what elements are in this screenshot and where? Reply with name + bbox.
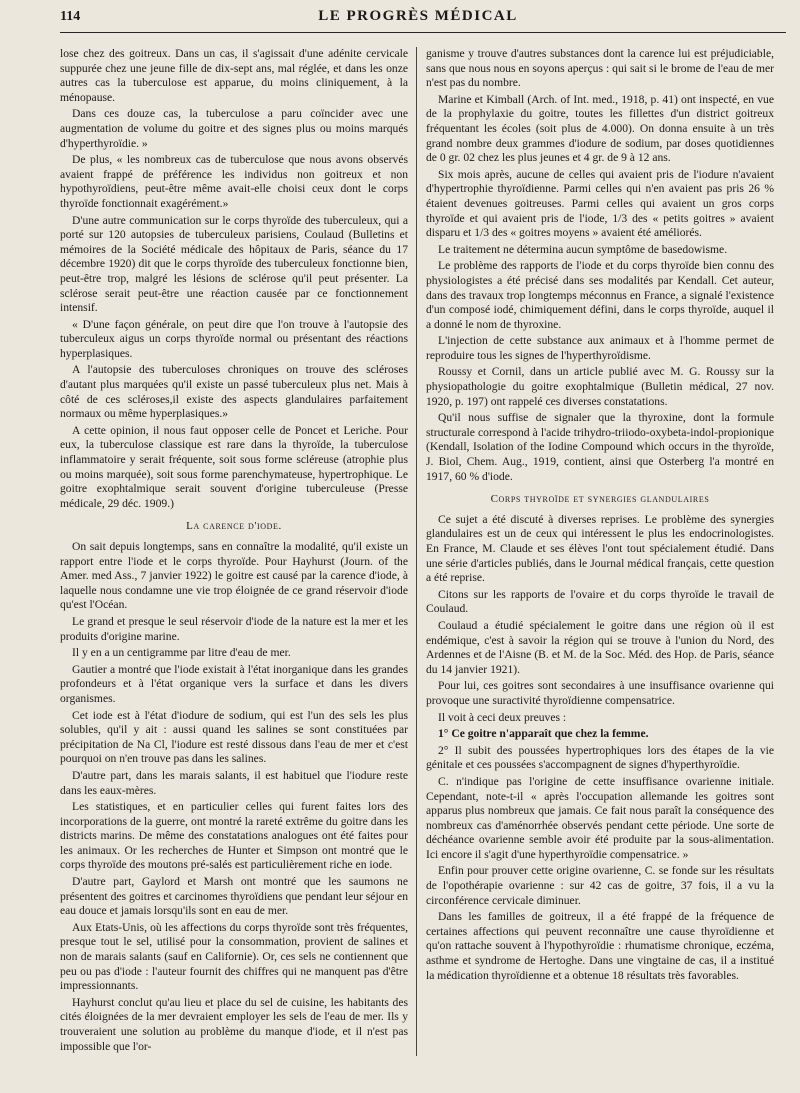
paragraph: Le traitement ne détermina aucun symptôme de basedowisme. bbox=[438, 242, 728, 256]
list-item: 2° Il subit des poussées hypertrophiques lors des étapes de la vie génitale et ces poussées s'accompagnent de signes d'hyperthyroïdie. bbox=[426, 743, 774, 772]
paragraph: A cette opinion, il nous faut opposer celle de Poncet et Leriche. Pour eux, la tuberculose classique est rare dans la thyroïde, la tuberculose inflammatoire y serait fréquente, soit sous forme scléreuse (atrophie plus ou moins marquée), soit sous forme parenchymateuse, hypertrophique. Le goitre exophtalmique serait souvent d'origine tuberculeuse (Presse médicale, 29 déc. 1909.) bbox=[60, 423, 408, 510]
paragraph: Aux Etats-Unis, où les affections du corps thyroïde sont très fréquentes, presque tout le sel, utilisé pour la consommation, provient de salines et non de marais salants (sauf en Californie). Or, ces sels ne contiennent que peu ou pas d'iode : l'auteur fournit des chiffres qui ne manquent pas d'être impressionnants. bbox=[60, 920, 408, 993]
paragraph: Ce sujet a été discuté à diverses reprises. Le problème des synergies glandulaires est un de ceux qui intéressent le plus les endocrinologistes. En France, M. Claude et ses élèves l'ont tout spécialement étudié. Dans une série d'articles publiés, dans le Journal médical français, cette question a été reprise. bbox=[426, 512, 774, 585]
paragraph: Il voit à ceci deux preuves : bbox=[438, 710, 567, 724]
paragraph: De plus, « les nombreux cas de tuberculose que nous avons observés avaient frappé de préférence les individus non goitreux et non hypothyroïdiens, peut-être même avait-elle choisi ceux dont le corps thyroïde fonctionnait exagérément.» bbox=[60, 153, 408, 210]
quote-paragraph: « D'une façon générale, on peut dire que l'on trouve à l'autopsie des tuberculeux aigus un corps thyroïde normal ou présentant des réactions hyperplasiques. bbox=[60, 317, 408, 360]
paragraph: Cet iode est à l'état d'iodure de sodium, qui est l'un des sels les plus solubles, qu'il y ait : aussi quand les salines se sont constituées par précipitation de Na Cl, l'iodure est resté dissous dans l'eau de mer et c'est pourquoi on n'en trouve pas dans les salines. bbox=[60, 708, 408, 766]
journal-title: LE PROGRÈS MÉDICAL bbox=[318, 8, 518, 24]
paragraph: D'autre part, dans les marais salants, il est habituel que l'iodure reste dans les eaux-mères. bbox=[60, 768, 408, 797]
paragraph: Dans les familles de goitreux, il a été frappé de la fréquence de certaines affections qui peuvent reconnaître une cause thyroïdienne et qu'on rattache souvent à l'hypothyroïdie : rhumatisme chronique, eczéma, asthme et syndrome de Hertoghe. Dans une vingtaine de cas, il a institué la médication thyroïdienne et a obtenue 18 résultats très favorables. bbox=[426, 910, 774, 982]
paragraph: Enfin pour prouver cette origine ovarienne, C. se fonde sur les résultats de l'opothérapie ovarienne : sur 42 cas de goitre, 37 fois, il a vu la circonférence cervicale diminuer. bbox=[426, 864, 774, 907]
paragraph: C. n'indique pas l'origine de cette insuffisance ovarienne initiale. Cependant, note-t-il « après l'occupation allemande les goitres sont apparus plus nombreux que jamais. Ce fait nous paraît la conséquence des nombreux cas d'aménorrhée observés pendant cette période. Une sorte de déchéance ovarienne semble avoir été produite par la sous-alimentation. Ici encore il s'agit d'une hyperthyroïdie compensatrice. » bbox=[426, 774, 774, 861]
paragraph: Les statistiques, et en particulier celles qui furent faites lors des incorporations de la guerre, ont montré la rareté extrême du goitre dans les districts marins. De même des constatations analogues ont été faites pour les animaux. Or les recherches de Hunter et Simpson ont montré que le corps thyroïde des moutons pré-salés est particulièrement riche en iode. bbox=[60, 800, 408, 872]
paragraph: ganisme y trouve d'autres substances dont la carence lui est préjudiciable, sans que nous nous en soyons aperçus : qui sait si le brome de l'eau de mer n'est pas du nombre. bbox=[426, 47, 774, 90]
paragraph: Citons sur les rapports de l'ovaire et du corps thyroïde le travail de Coulaud. bbox=[426, 587, 774, 616]
column-divider bbox=[416, 47, 417, 1056]
section-heading: La carence d'iode. bbox=[186, 520, 282, 533]
right-column bbox=[426, 47, 774, 1056]
paragraph: Hayhurst conclut qu'au lieu et place du sel de cuisine, les habitants des cités éloignées de la mer devraient employer les sels de l'eau de mer. Ils y trouveraient une solution au problème du manque d'iode, et il n'est pas impossible que l'or- bbox=[60, 995, 408, 1053]
paragraph: Pour lui, ces goitres sont secondaires à une insuffisance ovarienne qui provoque une suractivité thyroïdienne compensatrice. bbox=[426, 679, 774, 707]
paragraph: D'une autre communication sur le corps thyroïde des tuberculeux, qui a porté sur 120 autopsies de tuberculeux parisiens, Coulaud (Bulletins et mémoires de la Société médicale des hôpitaux de Paris, séance du 17 décembre 1920) dit que le corps thyroïde des tuberculeux fonctionne bien, peut-être trop, malgré les lésions de sclérose qu'il peut présenter. La sclérose serait peut-être une réaction causée par ce fonctionnement intensif. bbox=[60, 213, 408, 315]
paragraph: Roussy et Cornil, dans un article publié avec M. G. Roussy sur la physiopathologie du goitre exophtalmique (Bulletin médical, 27 nov. 1920, p. 197) ont rappelé ces diverses constatations. bbox=[426, 365, 774, 408]
two-column-body bbox=[60, 47, 786, 1056]
paragraph: Dans ces douze cas, la tuberculose a paru coïncider avec une augmentation de volume du goitre et des signes plus ou moins marqués d'hyperthyroïdie. » bbox=[60, 107, 408, 150]
section-heading: Corps thyroïde et synergies glandulaires bbox=[490, 493, 710, 506]
paragraph: Coulaud a étudié spécialement le goitre dans une région où il est endémique, c'est à savoir la région qui se trouve à l'union du Nord, des Ardennes et de l'Aisne (B. et M. de la Soc. Méd. des Hop. de Paris, séance du 14 janvier 1921). bbox=[426, 618, 774, 676]
page-header bbox=[60, 8, 786, 33]
left-column bbox=[60, 47, 408, 1056]
paragraph: Marine et Kimball (Arch. of Int. med., 1918, p. 41) ont inspecté, en vue de la prophylaxie du goitre, toutes les fillettes d'un district goitreux fréquentant les écoles (soit plus de 4.000). On donna ensuite à un très grand nombre deux grammes d'iodure de sodium, par doses quotidiennes de 0 gr. 02 chez les plus jeunes et 4 gr. de 9 à 12 ans. bbox=[426, 92, 774, 165]
list-item: 1° Ce goitre n'apparaît que chez la femme. bbox=[438, 727, 649, 741]
paragraph: Le grand et presque le seul réservoir d'iode de la nature est la mer et les produits d'origine marine. bbox=[60, 614, 408, 643]
paragraph: lose chez des goitreux. Dans un cas, il s'agissait d'une adénite cervicale suppurée chez une jeune fille de dix-sept ans, mal réglée, et dans les onze autres cas la tuberculose est apparue, du moins cliniquement, à la ménopause. bbox=[60, 47, 408, 104]
quote-paragraph: A l'autopsie des tuberculoses chroniques on trouve des scléroses d'autant plus marquées qu'il existe un passé tuberculeux plus net. Mais à côté de ces scléroses,il existe des aspects glandulaires parfaitement normaux ou même hyperplasiques.» bbox=[60, 363, 408, 421]
paragraph: Il y en a un centigramme par litre d'eau de mer. bbox=[72, 646, 291, 660]
paragraph: On sait depuis longtemps, sans en connaître la modalité, qu'il existe un rapport entre l'iode et le corps thyroïde. Pour Hayhurst (Journ. of the Amer. med Ass., 7 janvier 1922) le goitre est causé par la carence d'iode, à laquelle nous condamne une vie trop éloignée de ce grand réservoir d'iode qu'est l'Océan. bbox=[60, 540, 408, 612]
paragraph: Six mois après, aucune de celles qui avaient pris de l'iodure n'avaient d'hypertrophie thyroïdienne. Parmi celles qui n'en avaient pas pris 26 % étaient devenues goitreuses. Parmi celles qui avaient un gros corps thyroïde et qui avaient pris de l'iode, 1/3 des « petits goitres » avaient disparu et 1/3 des « goitres moyens » avaient été améliorés. bbox=[426, 167, 774, 240]
paragraph: D'autre part, Gaylord et Marsh ont montré que les saumons ne présentent des goitres et carcinomes thyroïdiens que pendant leur séjour en eau douce et jamais lorsqu'ils sont en eau de mer. bbox=[60, 875, 408, 918]
paragraph: L'injection de cette substance aux animaux et à l'homme permet de reproduire tous les signes de l'hyperthyroïdisme. bbox=[426, 334, 774, 362]
paragraph: Qu'il nous suffise de signaler que la thyroxine, dont la formule structurale correspond à l'acide trihydro-triiodo-oxybeta-indol-propionique (Kendall, Isolation of the Iodine Compound which occurs in the thyroïde, J. Biol, Chem. Aug., 1919, contient, ainsi que Osterberg l'a montré en 1917, 60 % d'iode. bbox=[426, 411, 774, 483]
paragraph: Le problème des rapports de l'iode et du corps thyroïde bien connu des physiologistes a été précisé dans ses modalités par Kendall. Cet auteur, dans des travaux trop longtemps méconnus en France, a signalé l'existence d'un composé iodé, chimiquement défini, dans le corps thyroïde, auquel il a donné le nom de thyroxine. bbox=[426, 259, 774, 331]
page-number: 114 bbox=[60, 9, 81, 24]
paragraph: Gautier a montré que l'iode existait à l'état inorganique dans les grandes profondeurs et à l'état organique vers la surface et dans les divers organismes. bbox=[60, 662, 408, 705]
